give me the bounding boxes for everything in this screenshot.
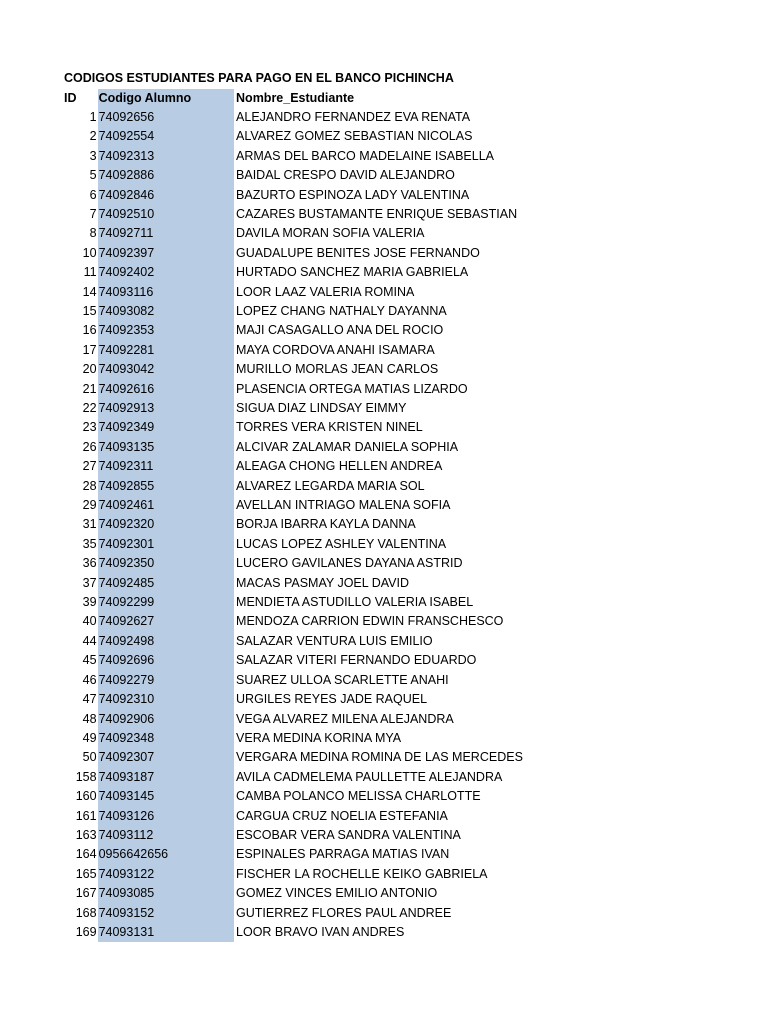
cell-id: 48 (82, 711, 97, 726)
cell-codigo-alumno: 74092485 (98, 574, 234, 593)
cell-codigo-alumno: 74092301 (98, 535, 234, 554)
cell-nombre-estudiante: LOOR LAAZ VALERIA ROMINA (236, 284, 415, 299)
cell-id: 7 (89, 206, 97, 221)
table-row (64, 283, 524, 302)
table-row (64, 884, 524, 903)
cell-nombre-estudiante: TORRES VERA KRISTEN NINEL (236, 420, 423, 435)
cell-codigo-alumno: 74093082 (98, 302, 234, 321)
table-row (64, 865, 524, 884)
table-row (64, 457, 524, 476)
table-row (64, 787, 524, 806)
cell-codigo-alumno: 74093126 (98, 807, 234, 826)
table-row (64, 127, 524, 146)
cell-nombre-estudiante: ESPINALES PARRAGA MATIAS IVAN (236, 847, 450, 862)
table-row (64, 554, 524, 573)
cell-nombre-estudiante: ARMAS DEL BARCO MADELAINE ISABELLA (236, 148, 494, 163)
cell-nombre-estudiante: AVELLAN INTRIAGO MALENA SOFIA (236, 498, 451, 513)
cell-id: 21 (82, 381, 97, 396)
table-row (64, 515, 524, 534)
table-row (64, 768, 524, 787)
table-row (64, 186, 524, 205)
students-table (64, 89, 524, 943)
cell-id: 163 (75, 827, 97, 842)
cell-codigo-alumno: 74092616 (98, 380, 234, 399)
table-row (64, 360, 524, 379)
cell-nombre-estudiante: GUTIERREZ FLORES PAUL ANDREE (236, 905, 452, 920)
cell-id: 39 (82, 595, 97, 610)
table-row (64, 671, 524, 690)
cell-id: 164 (75, 847, 97, 862)
cell-nombre-estudiante: DAVILA MORAN SOFIA VALERIA (236, 226, 425, 241)
cell-codigo-alumno: 74092299 (98, 593, 234, 612)
table-row (64, 224, 524, 243)
cell-id: 167 (75, 886, 97, 901)
cell-codigo-alumno: 74092510 (98, 205, 234, 224)
table-row (64, 807, 524, 826)
cell-nombre-estudiante: CAMBA POLANCO MELISSA CHARLOTTE (236, 789, 481, 804)
cell-nombre-estudiante: SALAZAR VITERI FERNANDO EDUARDO (236, 653, 477, 668)
cell-nombre-estudiante: ALCIVAR ZALAMAR DANIELA SOPHIA (236, 439, 459, 454)
table-row (64, 904, 524, 923)
cell-id: 8 (89, 226, 97, 241)
table-row (64, 574, 524, 593)
cell-codigo-alumno: 0956642656 (98, 845, 234, 864)
cell-id: 169 (75, 924, 97, 939)
table-body (64, 108, 524, 942)
cell-id: 165 (75, 866, 97, 881)
cell-codigo-alumno: 74092402 (98, 263, 234, 282)
cell-nombre-estudiante: SUAREZ ULLOA SCARLETTE ANAHI (236, 672, 449, 687)
cell-codigo-alumno: 74092350 (98, 554, 234, 573)
table-row (64, 612, 524, 631)
cell-codigo-alumno: 74092279 (98, 671, 234, 690)
cell-codigo-alumno: 74092311 (98, 457, 234, 476)
cell-id: 28 (82, 478, 97, 493)
cell-codigo-alumno: 74092696 (98, 651, 234, 670)
cell-nombre-estudiante: MENDOZA CARRION EDWIN FRANSCHESCO (236, 614, 504, 629)
cell-codigo-alumno: 74092627 (98, 612, 234, 631)
table-row (64, 147, 524, 166)
header-nombre-estudiante: Nombre_Estudiante (236, 90, 355, 105)
table-row (64, 108, 524, 127)
cell-codigo-alumno: 74092906 (98, 710, 234, 729)
cell-id: 44 (82, 633, 97, 648)
table-row (64, 845, 524, 864)
cell-codigo-alumno: 74092913 (98, 399, 234, 418)
cell-id: 17 (82, 342, 97, 357)
cell-id: 35 (82, 536, 97, 551)
table-row (64, 205, 524, 224)
cell-codigo-alumno: 74092846 (98, 186, 234, 205)
header-id: ID (64, 90, 77, 105)
cell-id: 27 (82, 459, 97, 474)
cell-nombre-estudiante: AVILA CADMELEMA PAULLETTE ALEJANDRA (236, 769, 503, 784)
cell-codigo-alumno: 74093116 (98, 283, 234, 302)
cell-id: 26 (82, 439, 97, 454)
table-row (64, 477, 524, 496)
cell-codigo-alumno: 74092461 (98, 496, 234, 515)
table-row (64, 341, 524, 360)
cell-id: 37 (82, 575, 97, 590)
cell-nombre-estudiante: LOOR BRAVO IVAN ANDRES (236, 924, 405, 939)
cell-id: 161 (75, 808, 97, 823)
table-row (64, 321, 524, 340)
cell-nombre-estudiante: ALEAGA CHONG HELLEN ANDREA (236, 459, 443, 474)
cell-nombre-estudiante: FISCHER LA ROCHELLE KEIKO GABRIELA (236, 866, 488, 881)
cell-codigo-alumno: 74093042 (98, 360, 234, 379)
cell-id: 6 (89, 187, 97, 202)
cell-codigo-alumno: 74093122 (98, 865, 234, 884)
table-row (64, 826, 524, 845)
cell-id: 40 (82, 614, 97, 629)
cell-nombre-estudiante: VERGARA MEDINA ROMINA DE LAS MERCEDES (236, 750, 523, 765)
cell-nombre-estudiante: MACAS PASMAY JOEL DAVID (236, 575, 409, 590)
cell-nombre-estudiante: LOPEZ CHANG NATHALY DAYANNA (236, 303, 447, 318)
cell-codigo-alumno: 74092498 (98, 632, 234, 651)
cell-codigo-alumno: 74093152 (98, 904, 234, 923)
table-row (64, 418, 524, 437)
cell-codigo-alumno: 74092353 (98, 321, 234, 340)
cell-nombre-estudiante: CARGUA CRUZ NOELIA ESTEFANIA (236, 808, 448, 823)
cell-id: 5 (89, 168, 97, 183)
cell-codigo-alumno: 74092310 (98, 690, 234, 709)
cell-codigo-alumno: 74092349 (98, 418, 234, 437)
cell-id: 22 (82, 401, 97, 415)
cell-nombre-estudiante: VERA MEDINA KORINA MYA (236, 730, 402, 745)
cell-id: 46 (82, 672, 97, 687)
cell-id: 20 (82, 362, 97, 377)
table-row (64, 399, 524, 418)
cell-nombre-estudiante: BAIDAL CRESPO DAVID ALEJANDRO (236, 168, 455, 183)
table-row (64, 244, 524, 263)
cell-codigo-alumno: 74092320 (98, 515, 234, 534)
cell-codigo-alumno: 74092554 (98, 127, 234, 146)
cell-codigo-alumno: 74092307 (98, 748, 234, 767)
cell-codigo-alumno: 74093187 (98, 768, 234, 787)
table-row (64, 651, 524, 670)
table-row (64, 535, 524, 554)
cell-id: 15 (82, 303, 97, 318)
cell-id: 3 (89, 148, 97, 163)
table-row (64, 496, 524, 515)
cell-id: 31 (82, 517, 97, 532)
cell-nombre-estudiante: ALVAREZ GOMEZ SEBASTIAN NICOLAS (236, 129, 473, 144)
cell-nombre-estudiante: MAJI CASAGALLO ANA DEL ROCIO (236, 323, 444, 338)
table-row (64, 593, 524, 612)
table-row (64, 302, 524, 321)
cell-id: 23 (82, 420, 97, 435)
table-row (64, 263, 524, 282)
cell-nombre-estudiante: ESCOBAR VERA SANDRA VALENTINA (236, 827, 461, 842)
cell-codigo-alumno: 74092313 (98, 147, 234, 166)
cell-id: 10 (82, 245, 97, 260)
cell-id: 160 (75, 789, 97, 804)
cell-nombre-estudiante: URGILES REYES JADE RAQUEL (236, 692, 428, 707)
table-row (64, 690, 524, 709)
cell-codigo-alumno: 74092886 (98, 166, 234, 185)
cell-id: 2 (89, 129, 97, 144)
cell-nombre-estudiante: VEGA ALVAREZ MILENA ALEJANDRA (236, 711, 454, 726)
cell-nombre-estudiante: SIGUA DIAZ LINDSAY EIMMY (236, 401, 407, 415)
cell-nombre-estudiante: MURILLO MORLAS JEAN CARLOS (236, 362, 439, 377)
cell-codigo-alumno: 74092855 (98, 477, 234, 496)
cell-nombre-estudiante: GUADALUPE BENITES JOSE FERNANDO (236, 245, 480, 260)
table-row (64, 710, 524, 729)
cell-codigo-alumno: 74093135 (98, 438, 234, 457)
table-row (64, 632, 524, 651)
cell-codigo-alumno: 74092348 (98, 729, 234, 748)
cell-codigo-alumno: 74093145 (98, 787, 234, 806)
header-codigo-alumno: Codigo Alumno (98, 89, 234, 108)
cell-id: 1 (89, 109, 97, 124)
cell-id: 11 (83, 265, 97, 280)
cell-id: 47 (82, 692, 97, 707)
cell-nombre-estudiante: BORJA IBARRA KAYLA DANNA (236, 517, 416, 532)
cell-id: 45 (82, 653, 97, 668)
table-row (64, 923, 524, 942)
spreadsheet-sheet (64, 69, 524, 942)
cell-nombre-estudiante: SALAZAR VENTURA LUIS EMILIO (236, 633, 433, 648)
cell-codigo-alumno: 74093085 (98, 884, 234, 903)
cell-codigo-alumno: 74093112 (98, 826, 234, 845)
cell-nombre-estudiante: BAZURTO ESPINOZA LADY VALENTINA (236, 187, 470, 202)
cell-nombre-estudiante: GOMEZ VINCES EMILIO ANTONIO (236, 886, 438, 901)
cell-nombre-estudiante: HURTADO SANCHEZ MARIA GABRIELA (236, 265, 469, 280)
cell-id: 16 (82, 323, 97, 338)
header-row (64, 89, 524, 108)
cell-codigo-alumno: 74093131 (98, 923, 234, 942)
cell-nombre-estudiante: LUCAS LOPEZ ASHLEY VALENTINA (236, 536, 447, 551)
cell-id: 14 (82, 284, 97, 299)
cell-id: 29 (82, 498, 97, 513)
table-row (64, 748, 524, 767)
cell-nombre-estudiante: LUCERO GAVILANES DAYANA ASTRID (236, 556, 463, 571)
table-row (64, 729, 524, 748)
sheet-title: CODIGOS ESTUDIANTES PARA PAGO EN EL BANCO PICHINCHA (64, 71, 454, 85)
cell-codigo-alumno: 74092711 (98, 224, 234, 243)
cell-codigo-alumno: 74092281 (98, 341, 234, 360)
table-row (64, 166, 524, 185)
cell-nombre-estudiante: ALEJANDRO FERNANDEZ EVA RENATA (236, 109, 471, 124)
cell-nombre-estudiante: MENDIETA ASTUDILLO VALERIA ISABEL (236, 595, 474, 610)
cell-id: 36 (82, 556, 97, 571)
cell-nombre-estudiante: MAYA CORDOVA ANAHI ISAMARA (236, 342, 435, 357)
cell-id: 168 (75, 905, 97, 920)
cell-codigo-alumno: 74092397 (98, 244, 234, 263)
cell-nombre-estudiante: CAZARES BUSTAMANTE ENRIQUE SEBASTIAN (236, 206, 518, 221)
table-row (64, 380, 524, 399)
cell-id: 50 (82, 750, 97, 765)
cell-codigo-alumno: 74092656 (98, 108, 234, 127)
cell-id: 49 (82, 730, 97, 745)
cell-nombre-estudiante: ALVAREZ LEGARDA MARIA SOL (236, 478, 425, 493)
cell-id: 158 (75, 769, 97, 784)
cell-nombre-estudiante: PLASENCIA ORTEGA MATIAS LIZARDO (236, 381, 468, 396)
table-row (64, 438, 524, 457)
